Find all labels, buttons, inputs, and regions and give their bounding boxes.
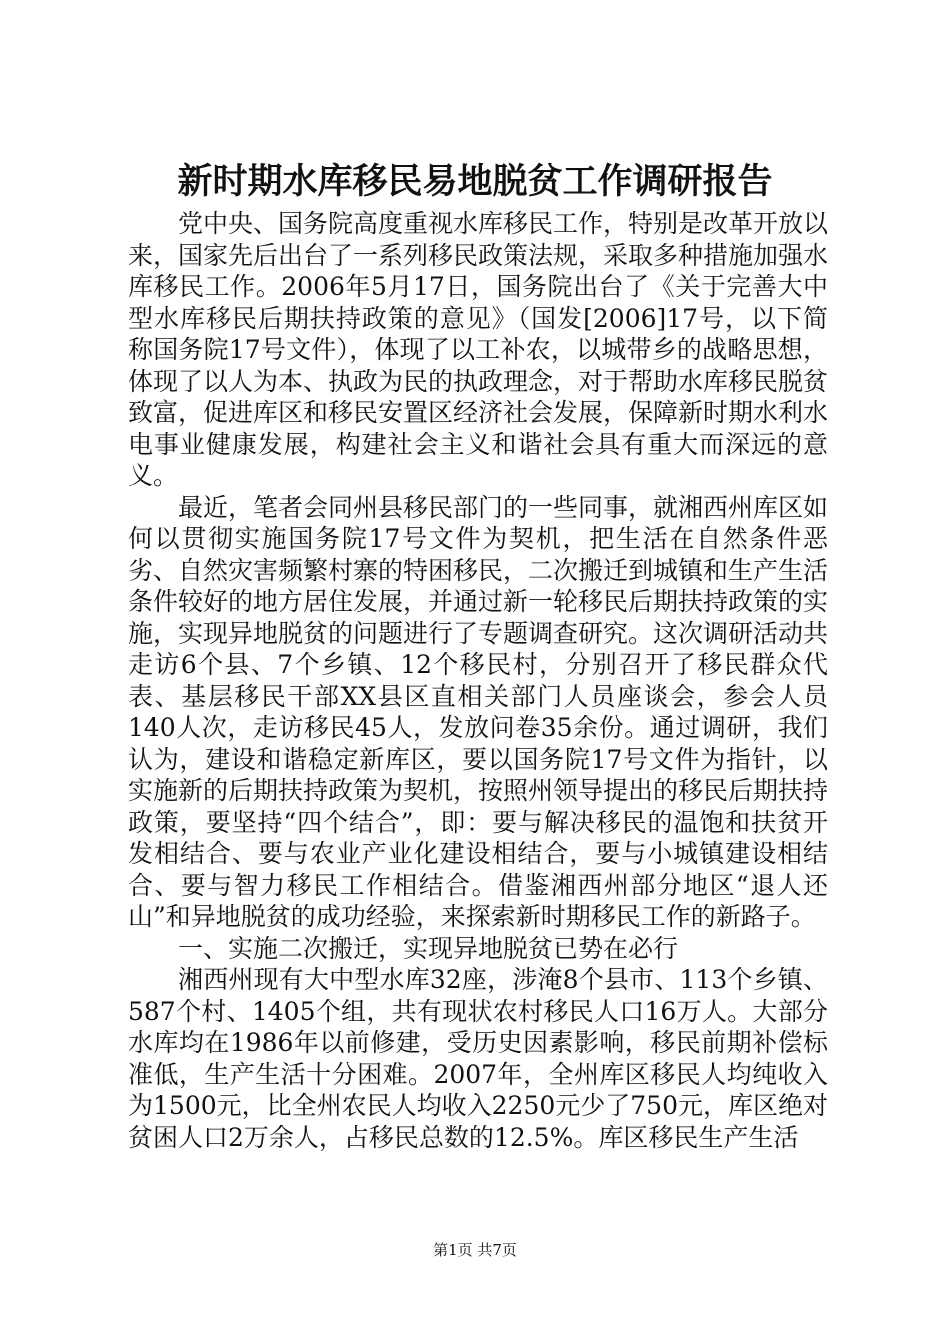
paragraph-survey: 最近，笔者会同州县移民部门的一些同事，就湘西州库区如何以贯彻实施国务院17号文件为契机，把生活在自然条件恶劣、自然灾害频繁村寨的特困移民，二次搬迁到城镇和生产生活条件较好的地方居住发展，并通过新一轮移民后期扶持政策的实施，实现异地脱贫的问题进行了专题调查研究。这次调研活动共走访6个县、7个乡镇、12个移民村，分别召开了移民群众代表、基层移民干部XX县区直相关部门人员座谈会，参会人员140人次，走访移民45人，发放问卷35余份。通过调研，我们认为，建设和谐稳定新库区，要以国务院17号文件为指针，以实施新的后期扶持政策为契机，按照州领导提出的移民后期扶持政策，要坚持“四个结合”，即：要与解决移民的温饱和扶贫开发相结合、要与农业产业化建设相结合，要与小城镇建设相结合、要与智力移民工作相结合。借鉴湘西州部分地区“退人还山”和异地脱贫的成功经验，来探索新时期移民工作的新路子。 — [128, 492, 829, 931]
page-footer: 第1页 共7页 — [433, 1241, 517, 1259]
paragraph-intro: 党中央、国务院高度重视水库移民工作，特别是改革开放以来，国家先后出台了一系列移民政策法规，采取多种措施加强水库移民工作。2006年5月17日，国务院出台了《关于完善大中型水库移民后期扶持政策的意见》（国发[2006]17号，以下简称国务院17号文件），体现了以工补农，以城带乡的战略思想，体现了以人为本、执政为民的执政理念，对于帮助水库移民脱贫致富，促进库区和移民安置区经济社会发展，保障新时期水利水电事业健康发展，构建社会主义和谐社会具有重大而深远的意义。 — [128, 209, 829, 490]
document-body — [128, 208, 828, 1153]
section-heading-1: 一、实施二次搬迁，实现异地脱贫已势在必行 — [178, 933, 679, 963]
paragraph-reservoir-status: 湘西州现有大中型水库32座，涉淹8个县市、113个乡镇、587个村、1405个组，共有现状农村移民人口16万人。大部分水库均在1986年以前修建，受历史因素影响，移民前期补偿标准低，生产生活十分困难。2007年，全州库区移民人均纯收入为1500元，比全州农民人均收入2250元少了750元，库区绝对贫困人口2万余人，占移民总数的12.5%。库区移民生产生活 — [128, 965, 828, 1152]
document-title: 新时期水库移民易地脱贫工作调研报告 — [177, 161, 773, 202]
